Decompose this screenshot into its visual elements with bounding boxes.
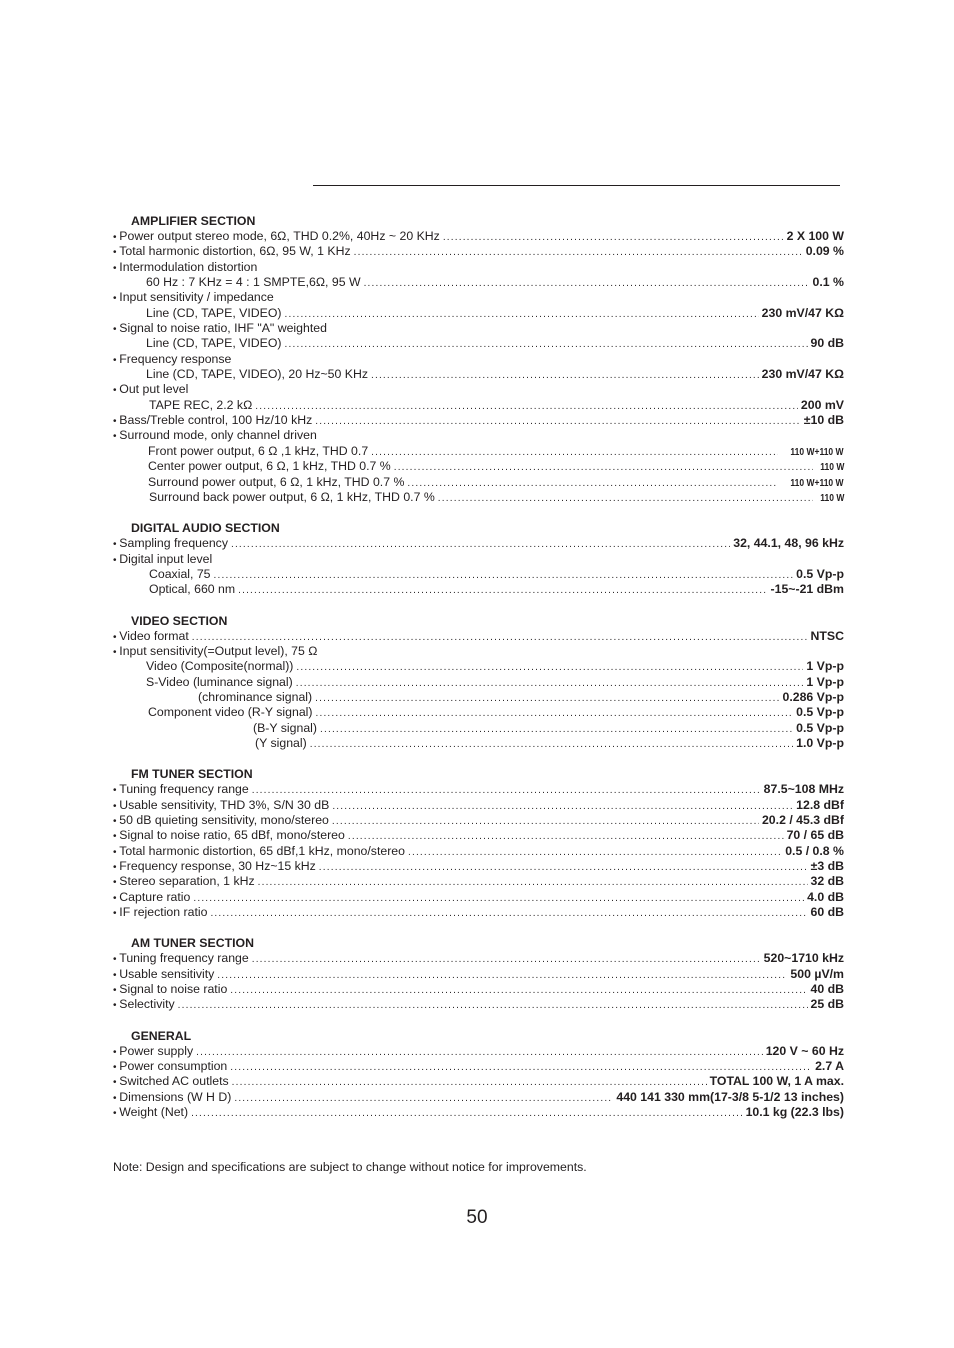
leader-dots [238,583,767,598]
section-title: AM TUNER SECTION [131,936,254,951]
spec-label: Line (CD, TAPE, VIDEO) [146,336,282,351]
header-rule [313,185,840,186]
leader-dots [348,829,784,844]
spec-value: NTSC [810,628,844,643]
spec-row [113,490,844,505]
spec-value: 87.5~108 MHz [763,782,844,797]
spec-value: 12.8 dBf [796,797,844,812]
leader-dots [255,399,798,414]
leader-dots [310,737,793,752]
spec-row [113,413,844,428]
spec-value: 1 Vp-p [806,659,844,674]
spec-value: 2.7 A [815,1059,844,1074]
spec-label: (Y signal) [255,735,307,750]
spec-value: 0.5 / 0.8 % [785,843,844,858]
leader-dots [191,1106,742,1121]
spec-row [113,398,844,413]
section-title: DIGITAL AUDIO SECTION [131,521,280,536]
spec-row [113,798,844,813]
spec-label: • Total harmonic distortion, 65 dBf,1 kHz, mono/stereo [113,844,405,860]
leader-dots [252,952,761,967]
spec-value: 10.1 kg (22.3 lbs) [745,1105,844,1120]
leader-dots [258,875,808,890]
spec-label: Component video (R-Y signal) [148,705,313,720]
spec-label: • Dimensions (W H D) [113,1090,231,1106]
spec-value: -15~-21 dBm [770,582,844,597]
spec-label: Line (CD, TAPE, VIDEO), 20 Hz~50 KHz [146,367,368,382]
leader-dots [438,491,813,506]
spec-row [113,1059,844,1074]
spec-row [113,675,844,690]
spec-row [113,736,844,751]
spec-value: 60 dB [810,905,844,920]
spec-value: 1.0 Vp-p [796,735,844,750]
leader-dots [296,676,804,691]
spec-row [113,644,844,659]
spec-label: • Video format [113,629,189,645]
spec-value: 0.09 % [805,244,844,259]
spec-row [113,782,844,797]
leader-dots [210,906,807,921]
spec-label: (chrominance signal) [198,689,313,704]
leader-dots [217,968,787,983]
spec-row [113,260,844,275]
spec-label: • Input sensitivity(=Output level), 75 Ω [113,644,317,660]
leader-dots [214,568,794,583]
spec-label: • Tuning frequency range [113,782,249,798]
spec-value: TOTAL 100 W, 1 A max. [709,1074,844,1089]
spec-label: • Out put level [113,382,188,398]
leader-dots [230,1060,812,1075]
footnote: Note: Design and specifications are subject to change without notice for improvements. [113,1160,587,1174]
spec-row [113,275,844,290]
leader-dots [193,891,804,906]
spec-label: • Total harmonic distortion, 6Ω, 95 W, 1 KHz [113,244,351,260]
spec-row [113,1105,844,1120]
spec-label: • Sampling frequency [113,536,228,552]
spec-row [113,306,844,321]
spec-label: • Usable sensitivity, THD 3%, S/N 30 dB [113,798,329,814]
spec-label: • Signal to noise ratio, IHF "A" weighted [113,321,327,337]
spec-label: • Selectivity [113,997,175,1013]
leader-dots [231,537,730,552]
spec-value: 120 V ~ 60 Hz [765,1043,844,1058]
spec-row [113,813,844,828]
spec-row [113,982,844,997]
spec-row [113,1090,844,1105]
spec-row [113,905,844,920]
spec-value: 40 dB [810,982,844,997]
spec-value: 0.5 Vp-p [796,566,844,581]
spec-label: Optical, 660 nm [149,582,236,597]
spec-value: 500 µV/m [790,966,844,981]
spec-label: • 50 dB quieting sensitivity, mono/stereo [113,813,329,829]
spec-label: (B-Y signal) [253,720,318,735]
spec-value: 70 / 65 dB [786,828,844,843]
spec-row [113,844,844,859]
spec-row [113,951,844,966]
spec-row [113,567,844,582]
spec-row [113,1044,844,1059]
spec-row [113,828,844,843]
page-number: 50 [466,1207,488,1228]
leader-dots [394,460,813,475]
spec-label: Center power output, 6 Ω, 1 kHz, THD 0.7 % [148,459,391,474]
spec-value: 230 mV/47 KΩ [761,367,844,382]
section-title: AMPLIFIER SECTION [131,214,256,228]
leader-dots [285,337,808,352]
spec-row [113,967,844,982]
leader-dots [315,691,779,706]
spec-label: • Signal to noise ratio, 65 dBf, mono/stereo [113,828,345,844]
spec-value: 4.0 dB [807,889,844,904]
spec-label: • Switched AC outlets [113,1074,229,1090]
leader-dots [315,414,801,429]
spec-label: • Intermodulation distortion [113,260,257,276]
spec-label: • Tuning frequency range [113,951,249,967]
spec-label: Surround back power output, 6 Ω, 1 kHz, THD 0.7 % [149,489,435,504]
spec-row [113,290,844,305]
spec-value: 110 W+110 W [790,446,844,458]
spec-label: • Frequency response [113,352,231,368]
spec-row [113,229,844,244]
spec-label: 60 Hz : 7 KHz = 4 : 1 SMPTE,6Ω, 95 W [146,275,361,290]
spec-label: TAPE REC, 2.2 kΩ [149,397,253,412]
spec-label: Line (CD, TAPE, VIDEO) [146,305,282,320]
spec-row [113,444,844,459]
spec-value: 1 Vp-p [806,674,844,689]
specifications-list [113,213,844,1121]
leader-dots [232,1075,707,1090]
spec-row [113,336,844,351]
spec-row [113,475,844,490]
spec-label: • Input sensitivity / impedance [113,290,274,306]
spec-row [113,582,844,597]
spec-value: ±10 dB [803,413,844,428]
spec-row [113,459,844,474]
leader-dots [371,368,759,383]
spec-label: Surround power output, 6 Ω, 1 kHz, THD 0.7 % [148,474,405,489]
section-title: GENERAL [131,1028,192,1043]
leader-dots [285,307,759,322]
section-title: FM TUNER SECTION [131,767,253,782]
spec-row [113,367,844,382]
spec-row [113,890,844,905]
spec-row [113,705,844,720]
spec-value: 20.2 / 45.3 dBf [761,813,844,827]
leader-dots [178,998,808,1013]
spec-row [113,536,844,551]
leader-dots [407,476,778,491]
spec-label: • Surround mode, only channel driven [113,428,317,444]
leader-dots [196,1045,763,1060]
spec-value: 0.5 Vp-p [796,720,844,735]
spec-label: • IF rejection ratio [113,905,207,921]
spec-label: Coaxial, 75 [149,566,211,581]
spec-row [113,244,844,259]
spec-label: Video (Composite(normal)) [146,659,294,674]
spec-row [113,629,844,644]
spec-value: 25 dB [810,997,844,1012]
spec-value: 200 mV [800,397,844,412]
spec-row [113,552,844,567]
spec-value: 90 dB [810,336,844,351]
leader-dots [408,845,782,860]
leader-dots [371,445,778,460]
spec-value: 2 X 100 W [786,229,844,243]
leader-dots [443,230,784,245]
spec-value: 32 dB [810,874,844,889]
spec-value: 230 mV/47 KΩ [761,305,844,320]
leader-dots [354,245,803,260]
spec-label: • Power consumption [113,1059,227,1075]
spec-value: 32, 44.1, 48, 96 kHz [733,536,844,551]
spec-row [113,874,844,889]
spec-label: • Stereo separation, 1 kHz [113,874,255,890]
spec-row [113,428,844,443]
leader-dots [296,660,803,675]
leader-dots [332,814,759,829]
spec-label: • Power supply [113,1044,193,1060]
spec-row [113,690,844,705]
leader-dots [364,276,810,291]
leader-dots [320,722,793,737]
spec-label: • Signal to noise ratio [113,982,227,998]
spec-value: 440 141 330 mm(17-3/8 5-1/2 13 inches) [616,1089,844,1104]
leader-dots [230,983,807,998]
spec-row [113,721,844,736]
spec-row [113,321,844,336]
spec-row [113,382,844,397]
leader-dots [192,630,808,645]
spec-label: • Frequency response, 30 Hz~15 kHz [113,859,316,875]
spec-row [113,352,844,367]
spec-label: • Bass/Treble control, 100 Hz/10 kHz [113,413,312,429]
spec-row [113,997,844,1012]
spec-value: 0.286 Vp-p [782,689,844,704]
spec-value: ±3 dB [810,859,844,874]
spec-row [113,1074,844,1089]
spec-value: 110 W [819,492,844,504]
leader-dots [332,799,793,814]
spec-label: S-Video (luminance signal) [146,674,293,689]
spec-value: 520~1710 kHz [763,951,844,966]
spec-label: • Weight (Net) [113,1105,188,1121]
spec-value: 110 W+110 W [790,477,844,489]
spec-value: 0.5 Vp-p [796,705,844,720]
leader-dots [319,860,808,875]
spec-label: • Usable sensitivity [113,967,214,983]
spec-label: • Digital input level [113,552,212,568]
leader-dots [252,783,761,798]
section-title: VIDEO SECTION [131,613,228,628]
spec-label: Front power output, 6 Ω ,1 kHz, THD 0.7 [148,443,369,458]
spec-value: 0.1 % [812,275,844,290]
leader-dots [316,706,794,721]
spec-value: 110 W [819,462,844,474]
spec-label: • Capture ratio [113,890,190,906]
spec-row [113,859,844,874]
spec-label: • Power output stereo mode, 6Ω, THD 0.2%, 40Hz ~ 20 KHz [113,229,440,245]
spec-row [113,659,844,674]
leader-dots [234,1091,613,1106]
